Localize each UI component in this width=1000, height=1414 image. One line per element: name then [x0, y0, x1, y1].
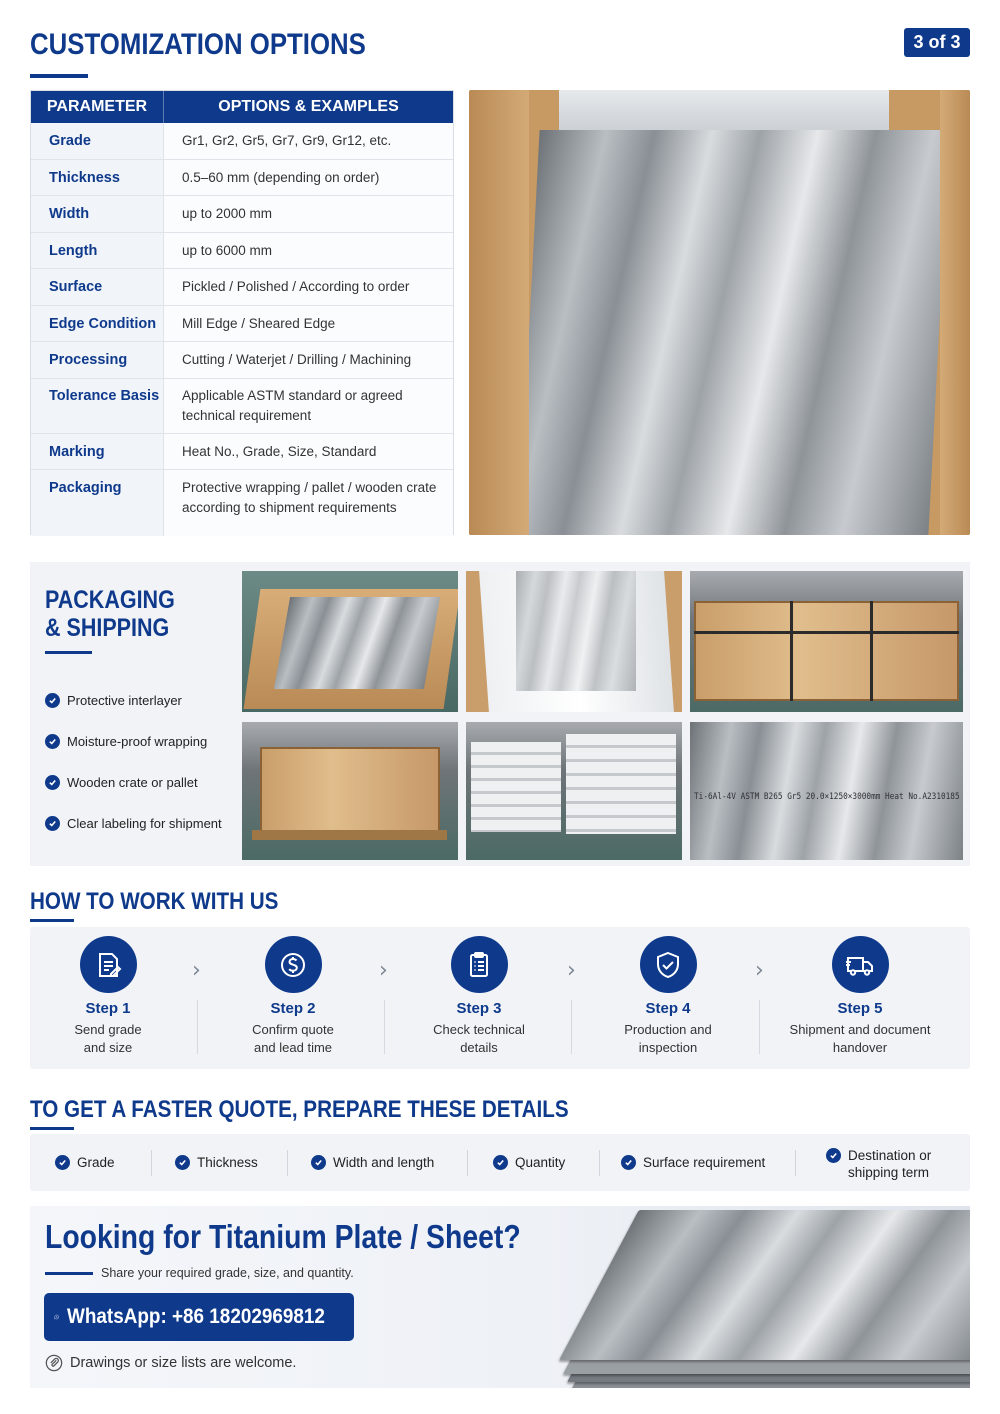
list-item	[45, 680, 222, 721]
packaging-title-line2: & SHIPPING	[45, 614, 170, 642]
step-divider	[759, 1000, 760, 1054]
banner-note	[45, 1354, 296, 1372]
sheet-marking-photo	[690, 722, 963, 860]
step-number: Step 2	[270, 1000, 316, 1017]
step-number: Step 1	[85, 1000, 131, 1017]
list-item-label: Clear labeling for shipment	[67, 816, 222, 831]
row-param: Processing	[31, 342, 164, 378]
list-item-label: Wooden crate or pallet	[67, 775, 198, 790]
chevron-right-icon: ›	[567, 958, 576, 983]
quote-divider	[151, 1150, 152, 1176]
chevron-right-icon: ›	[755, 958, 764, 983]
column-header-parameter: PARAMETER	[31, 91, 164, 123]
quote-item-label: Thickness	[197, 1155, 258, 1170]
whatsapp-label: WhatsApp: +86 18202969812	[67, 1305, 326, 1328]
packaging-photo-interlayer	[242, 571, 458, 712]
packaging-title-line1: PACKAGING	[45, 586, 175, 614]
row-param: Width	[31, 196, 164, 232]
quote-item	[55, 1134, 115, 1191]
step-description	[780, 1021, 940, 1057]
step-description-line: Confirm quote	[252, 1022, 334, 1037]
check-circle-icon	[45, 816, 60, 831]
step-2	[213, 936, 373, 1057]
truck-icon	[832, 936, 889, 993]
row-param: Marking	[31, 434, 164, 469]
check-circle-icon	[826, 1148, 841, 1163]
quote-title: TO GET A FASTER QUOTE, PREPARE THESE DETAILS	[30, 1096, 569, 1123]
quote-item-line: Destination or	[848, 1148, 932, 1163]
dollar-icon	[265, 936, 322, 993]
step-divider	[384, 1000, 385, 1054]
step-description-line: Check technical	[433, 1022, 525, 1037]
quote-item-label: Grade	[77, 1155, 115, 1170]
packaging-title	[45, 586, 175, 642]
row-option: up to 6000 mm	[164, 233, 453, 268]
table-row	[31, 306, 453, 342]
packaging-underline	[45, 651, 92, 654]
step-3	[399, 936, 559, 1057]
packaging-photo-wrapping	[466, 571, 682, 712]
step-5	[780, 936, 940, 1057]
chevron-right-icon: ›	[192, 958, 201, 983]
step-divider	[571, 1000, 572, 1054]
table-row	[31, 379, 453, 434]
step-number: Step 5	[837, 1000, 883, 1017]
check-circle-icon	[55, 1155, 70, 1170]
row-param: Edge Condition	[31, 306, 164, 341]
document-edit-icon	[80, 936, 137, 993]
how-to-work-underline	[30, 919, 74, 922]
whatsapp-button[interactable]	[44, 1293, 354, 1341]
quote-item-line: shipping term	[848, 1165, 930, 1180]
quote-item	[493, 1134, 565, 1191]
row-option: Protective wrapping / pallet / wooden crate according to shipment requirements	[164, 470, 453, 536]
quote-item	[621, 1134, 765, 1191]
row-option: Mill Edge / Sheared Edge	[164, 306, 453, 341]
page-title: CUSTOMIZATION OPTIONS	[30, 28, 366, 61]
quote-item-label	[848, 1147, 931, 1181]
row-option: Cutting / Waterjet / Drilling / Machining	[164, 342, 453, 378]
step-description	[588, 1021, 748, 1057]
check-circle-icon	[45, 693, 60, 708]
table-row	[31, 123, 453, 160]
table-row	[31, 342, 453, 379]
step-description-line: and lead time	[253, 1040, 333, 1055]
row-param: Length	[31, 233, 164, 268]
quote-divider	[795, 1150, 796, 1176]
step-description-line: Send grade	[74, 1022, 142, 1037]
quote-item	[311, 1134, 434, 1191]
banner-underline	[45, 1272, 93, 1275]
table-row	[31, 233, 453, 269]
packaging-photo-pallet	[242, 722, 458, 860]
step-description-line: Production and	[624, 1022, 712, 1037]
step-description-line: details	[460, 1040, 498, 1055]
list-item	[45, 762, 222, 803]
row-param: Surface	[31, 269, 164, 305]
titanium-sheet-photo	[469, 90, 970, 535]
step-description-line: and size	[83, 1040, 133, 1055]
list-item-label: Protective interlayer	[67, 693, 182, 708]
step-description	[399, 1021, 559, 1057]
paperclip-icon	[45, 1354, 63, 1372]
check-circle-icon	[45, 775, 60, 790]
title-underline	[30, 74, 88, 78]
clipboard-icon	[451, 936, 508, 993]
table-row	[31, 196, 453, 233]
banner-note-text: Drawings or size lists are welcome.	[70, 1355, 297, 1371]
check-circle-icon	[621, 1155, 636, 1170]
customization-table	[30, 90, 454, 535]
check-circle-icon	[45, 734, 60, 749]
step-description-line: handover	[832, 1040, 888, 1055]
step-number: Step 4	[645, 1000, 691, 1017]
quote-item-label: Surface requirement	[643, 1155, 766, 1170]
whatsapp-icon	[54, 1302, 59, 1332]
packaging-photo-stacked-sheets	[466, 722, 682, 860]
list-item	[45, 721, 222, 762]
table-row	[31, 160, 453, 196]
check-circle-icon	[175, 1155, 190, 1170]
check-circle-icon	[493, 1155, 508, 1170]
step-1	[28, 936, 188, 1057]
row-option: 0.5–60 mm (depending on order)	[164, 160, 453, 195]
packaging-photo-crates	[690, 571, 963, 712]
step-description	[28, 1021, 188, 1057]
table-row	[31, 269, 453, 306]
chevron-right-icon: ›	[379, 958, 388, 983]
step-description	[213, 1021, 373, 1057]
quote-item	[826, 1134, 931, 1191]
step-number: Step 3	[456, 1000, 502, 1017]
shield-check-icon	[640, 936, 697, 993]
quote-divider	[287, 1150, 288, 1176]
step-description-line: Shipment and document	[789, 1022, 931, 1037]
row-option: Gr1, Gr2, Gr5, Gr7, Gr9, Gr12, etc.	[164, 123, 453, 159]
check-circle-icon	[311, 1155, 326, 1170]
column-header-options: OPTIONS & EXAMPLES	[218, 98, 399, 115]
table-row	[31, 434, 453, 470]
step-4	[588, 936, 748, 1057]
table-header	[31, 91, 453, 123]
row-option: up to 2000 mm	[164, 196, 453, 232]
step-divider	[197, 1000, 198, 1054]
quote-item	[175, 1134, 258, 1191]
row-param: Grade	[31, 123, 164, 159]
banner-sheets-photo	[520, 1206, 970, 1388]
row-option: Pickled / Polished / According to order	[164, 269, 453, 305]
list-item	[45, 803, 222, 844]
quote-divider	[467, 1150, 468, 1176]
list-item-label: Moisture-proof wrapping	[67, 734, 208, 749]
page-number-badge: 3 of 3	[904, 28, 970, 57]
banner-title: Looking for Titanium Plate / Sheet?	[45, 1218, 521, 1255]
quote-underline	[30, 1127, 74, 1130]
row-option: Applicable ASTM standard or agreed technical requirement	[164, 379, 453, 433]
sheet-marking-text: Ti-6Al-4V ASTM B265 Gr5 20.0×1250×3000mm Heat No.A2310185	[694, 792, 960, 802]
step-description-line: inspection	[638, 1040, 698, 1055]
quote-divider	[599, 1150, 600, 1176]
packaging-list	[45, 680, 222, 844]
row-option: Heat No., Grade, Size, Standard	[164, 434, 453, 469]
how-to-work-title: HOW TO WORK WITH US	[30, 888, 279, 915]
quote-item-label: Width and length	[333, 1155, 435, 1170]
row-param: Packaging	[31, 470, 164, 536]
quote-item-label: Quantity	[515, 1155, 566, 1170]
table-row	[31, 470, 453, 536]
row-param: Thickness	[31, 160, 164, 195]
row-param: Tolerance Basis	[31, 379, 164, 433]
banner-subtitle: Share your required grade, size, and quantity.	[101, 1266, 354, 1280]
